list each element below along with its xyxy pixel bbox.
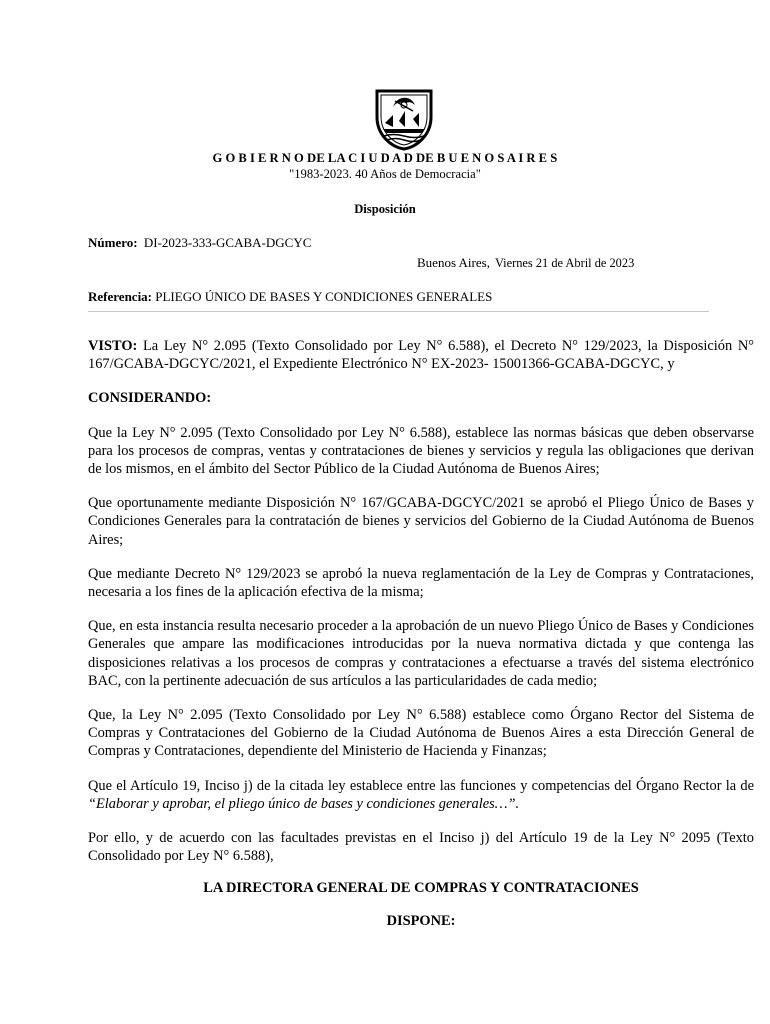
paragraph-1: Que la Ley N° 2.095 (Texto Consolidado por Ley N° 6.588), establece las normas básicas que deben observarse para los procesos de compras, ventas y contrataciones de bienes y servicios y regula las obligaciones que derivan de los mismos, en el ámbito del Sector Público de la Ciudad Autónoma de Buenos Aires; [88, 424, 754, 478]
visto-label: VISTO: [88, 338, 138, 354]
date: Viernes 21 de Abril de 2023 [494, 256, 635, 270]
paragraph-7: Por ello, y de acuerdo con las facultades previstas en el Inciso j) del Artículo 19 de la Ley N° 2095 (Texto Consolidado por Ley N° 6.588), [88, 830, 754, 865]
city-seal-logo [371, 83, 437, 151]
referencia-label: Referencia: [88, 289, 153, 304]
government-header: G O B I E R N O DE LA C I U D A D DE B U E N O S A I R E S [212, 151, 558, 165]
city: Buenos Aires, [417, 255, 490, 270]
document-body [88, 337, 754, 930]
paragraph-6-text: Que el Artículo 19, Inciso j) de la citada ley establece entre las funciones y competencias del Órgano Rector la de [88, 777, 754, 794]
paragraph-6 [88, 777, 754, 813]
paragraph-5: Que, la Ley N° 2.095 (Texto Consolidado por Ley N° 6.588) establece como Órgano Rector del Sistema de Compras y Contrataciones del Gobierno de la Ciudad Autónoma de Buenos Aires a esta Dirección General de Compras y Contrataciones, dependiente del Ministerio de Hacienda y Finanzas; [88, 707, 754, 760]
numero-label: Número: [88, 235, 138, 250]
numero-value: DI-2023-333-GCABA-DGCYC [143, 235, 312, 250]
referencia-value: PLIEGO ÚNICO DE BASES Y CONDICIONES GENERALES [155, 289, 493, 304]
paragraph-4: Que, en esta instancia resulta necesario proceder a la aprobación de un nuevo Pliego Único de Bases y Condiciones Generales que ampare las modificaciones introducidas por la nueva normativa dictada y que contenga las disposiciones relativas a los procesos de compras y contrataciones a efectuarse a través del sistema electrónico BAC, con la pertinente adecuación de sus artículos a las particularidades de cada medio; [88, 618, 754, 689]
document-date [417, 255, 634, 271]
reference [88, 289, 492, 305]
authority-heading: LA DIRECTORA GENERAL DE COMPRAS Y CONTRATACIONES [203, 880, 639, 897]
visto-paragraph [88, 337, 754, 373]
document-type: Disposición [354, 202, 416, 216]
motto: "1983-2023. 40 Años de Democracia" [289, 167, 481, 181]
paragraph-6-quote: “Elaborar y aprobar, el pliego único de bases y condiciones generales…”. [88, 795, 520, 812]
dispone-heading: DISPONE: [386, 912, 456, 929]
paragraph-2: Que oportunamente mediante Disposición N° 167/GCABA-DGCYC/2021 se aprobó el Pliego Único de Bases y Condiciones Generales para la contratación de bienes y servicios del Gobierno de la Ciudad Autónoma de Buenos Aires; [88, 495, 754, 548]
paragraph-3: Que mediante Decreto N° 129/2023 se aprobó la nueva reglamentación de la Ley de Compras y Contrataciones, necesaria a los fines de la aplicación efectiva de la misma; [88, 565, 754, 601]
visto-text: La Ley N° 2.095 (Texto Consolidado por Ley N° 6.588), el Decreto N° 129/2023, la Disposición N° 167/GCABA-DGCYC/2021, el Expediente Electrónico N° EX-2023- 15001366-GCABA-DGCYC, y [88, 338, 754, 373]
document-number [88, 235, 311, 251]
considerando-heading: CONSIDERANDO: [88, 390, 212, 407]
divider [88, 311, 709, 312]
